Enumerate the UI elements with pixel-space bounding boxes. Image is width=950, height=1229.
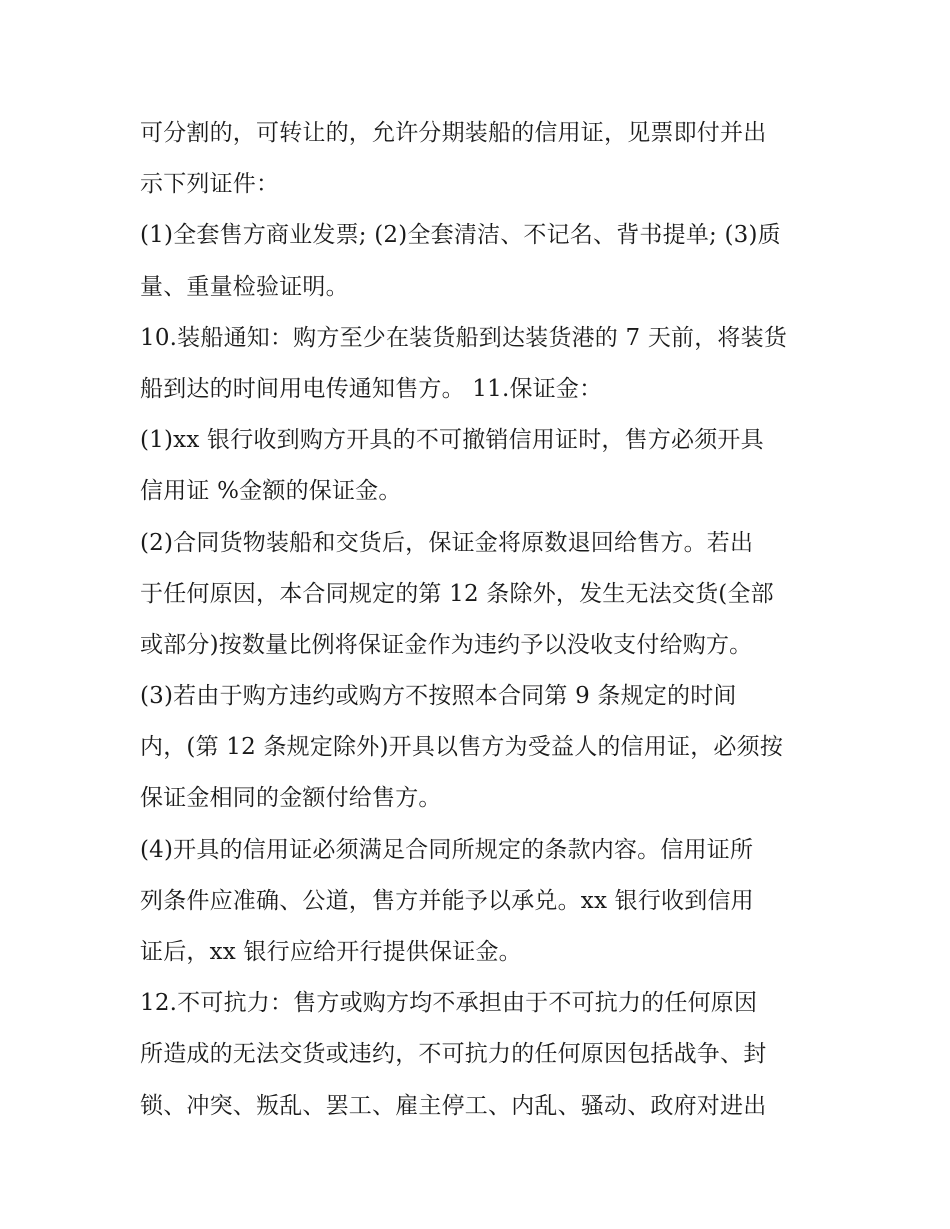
text-line: (4)开具的信用证必须满足合同所规定的条款内容。信用证所: [140, 836, 754, 863]
text-line: 示下列证件：: [140, 171, 280, 198]
text-line: (2)合同货物装船和交货后，保证金将原数退回给售方。若出: [140, 529, 754, 556]
text-line: 10.装船通知：购方至少在装货船到达装货港的 7 天前，将装货: [140, 324, 788, 351]
text-line: 12.不可抗力：售方或购方均不承担由于不可抗力的任何原因: [140, 990, 758, 1017]
text-line: 证后，xx 银行应给开行提供保证金。: [140, 939, 522, 965]
contract-text-body: [140, 108, 830, 1132]
text-line: 所造成的无法交货或违约，不可抗力的任何原因包括战争、封: [140, 1041, 767, 1068]
text-line: 于任何原因，本合同规定的第 12 条除外，发生无法交货(全部: [140, 580, 774, 607]
text-line: 可分割的，可转让的，允许分期装船的信用证，见票即付并出: [140, 120, 767, 146]
text-line: 锁、冲突、叛乱、罢工、雇主停工、内乱、骚动、政府对进出: [140, 1092, 767, 1119]
text-line: 内，(第 12 条规定除外)开具以售方为受益人的信用证，必须按: [140, 734, 784, 761]
text-line: 船到达的时间用电传通知售方。 11.保证金：: [140, 375, 603, 402]
text-line: 或部分)按数量比例将保证金作为违约予以没收支付给购方。: [140, 631, 753, 658]
text-line: 信用证 %金额的保证金。: [140, 478, 402, 505]
text-line: 保证金相同的金额付给售方。: [140, 785, 442, 812]
text-line: 量、重量检验证明。: [140, 273, 349, 300]
text-line: (3)若由于购方违约或购方不按照本合同第 9 条规定的时间: [140, 683, 737, 710]
text-line: (1)xx 银行收到购方开具的不可撤销信用证时，售方必须开具: [140, 427, 764, 454]
text-line: 列条件应准确、公道，售方并能予以承兑。xx 银行收到信用: [140, 887, 754, 914]
text-line: (1)全套售方商业发票; (2)全套清洁、不记名、背书提单; (3)质: [140, 222, 781, 249]
